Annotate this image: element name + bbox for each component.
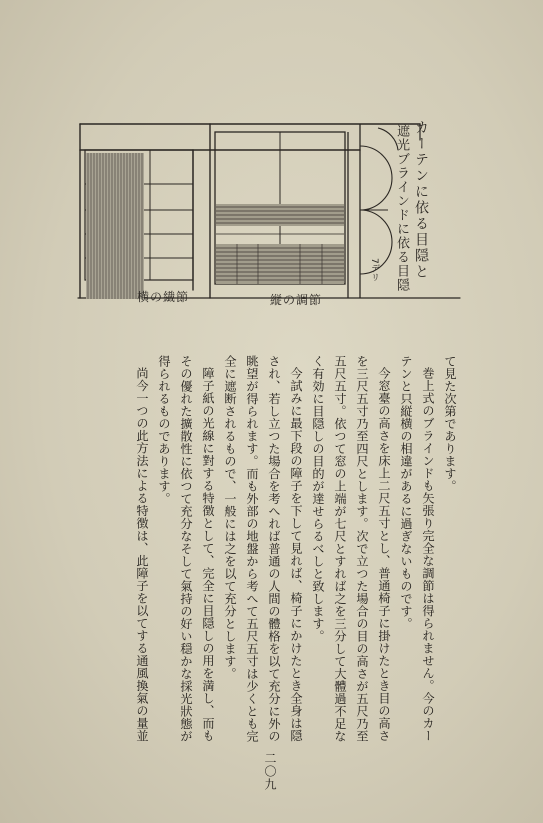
- curtain-drape: [86, 153, 144, 299]
- body-text: [131, 355, 461, 743]
- figure-small-mark: 7デリ: [369, 258, 379, 282]
- paragraph-window-heights: 今窓臺の高さを床上二尺五寸とし、普通椅子に掛けたとき目の高さを三尺五寸乃至四尺とします。次で立つた場合の目の高さが五尺乃至五尺五寸。依つて窓の上端が七尺とすれば之を三分して大體過不足なく有効に目隠しの目的が達せらるべしと致します。: [311, 355, 391, 743]
- paragraph-shoji-paper: 障子紙の光線に對する特徴として、完全に目隠しの用を満し、而もその優れた擴散性に依つて充分なそして氣持の好い穏かな採光狀態が得られるものであります。: [157, 355, 215, 743]
- paragraph-lowest-shoji: 今試みに最下段の障子を下して見れば、椅子にかけたとき全身は隠され、若し立つた場合を考へれば普通の人間の體格を以て充分に外の眺望が得られます。而も外部の地盤から考へて五尺五寸は少くとも完全に遮断されるもので、一般には之を以て充分とします。: [223, 355, 303, 743]
- figure-caption-curtain: カーテンに依る目隠と: [413, 120, 429, 280]
- figure-label-vertical: 縦の調節: [270, 293, 323, 307]
- figure-drawing: [0, 0, 543, 330]
- paragraph-continued: て見た次第であります。: [443, 355, 457, 493]
- figure-caption-venetian-blind: 遮光ブラインドに依る目隠: [394, 124, 409, 292]
- paragraph-ventilation: 尚今一つの此方法による特徴は、此障子を以てする通風換氣の量並: [135, 367, 149, 743]
- window-screen-figure: [0, 0, 543, 330]
- page-number: 二〇九: [263, 752, 277, 791]
- blind-slats-lower: [216, 244, 344, 284]
- figure-label-horizontal: 横の繊節: [137, 290, 190, 304]
- paragraph-roller-blind: 巻上式のブラインドも矢張り完全な調節は得られません。今のカーテンと只縦横の相違があるに過ぎないものです。: [399, 355, 435, 743]
- blind-slats-upper: [216, 204, 344, 226]
